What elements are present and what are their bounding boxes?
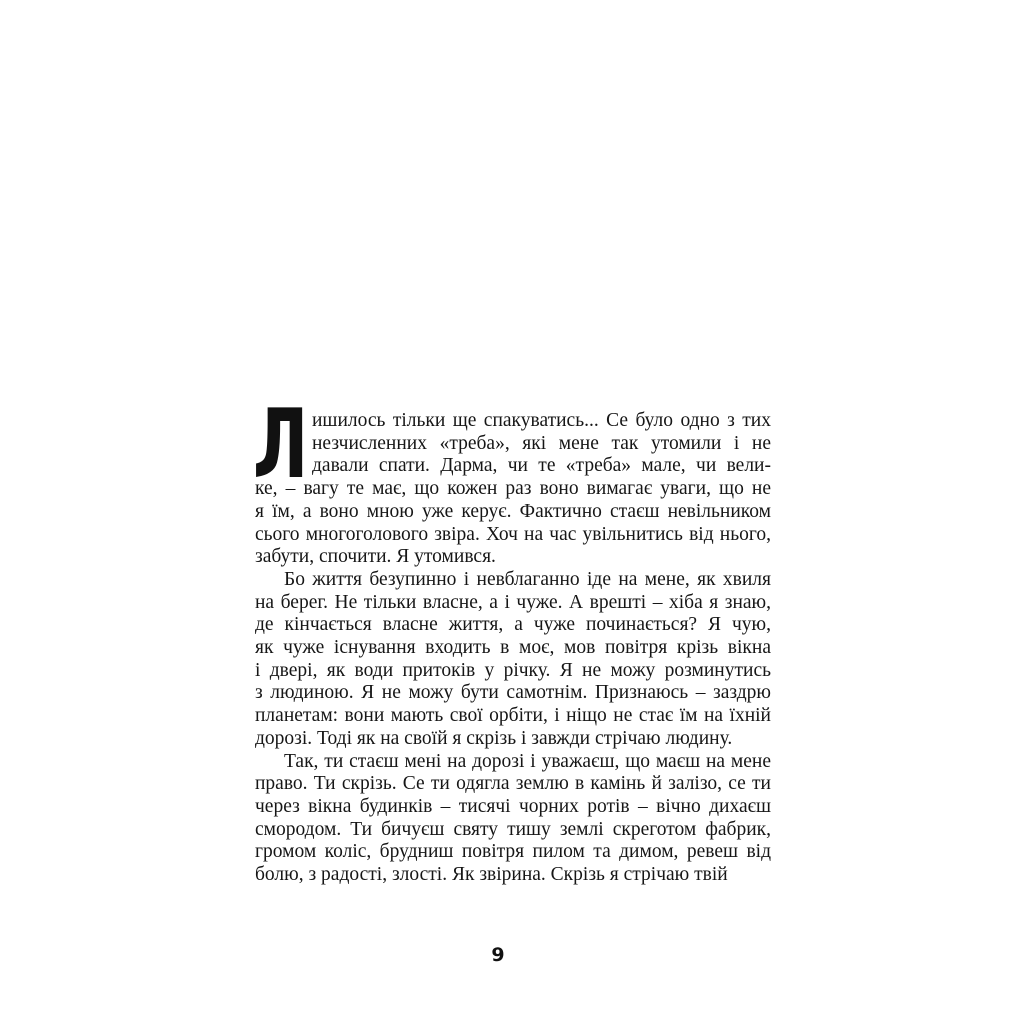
text-line: сього многоголового звіра. Хоч на час увільнитись від нього, (255, 523, 771, 545)
text-line: де кінчається власне життя, а чуже починається? Я чую, (255, 614, 771, 636)
page-number: 9 (491, 944, 505, 966)
text-block (253, 390, 771, 887)
text-line: право. Ти скрізь. Се ти одягла землю в камінь й залізо, се ти (255, 773, 771, 795)
text-line: ке, – вагу те має, що кожен раз воно вимагає уваги, що не (255, 478, 771, 500)
text-line: ишилось тільки ще спакуватись... Се було одно з тих (312, 410, 771, 431)
drop-cap-letter: Л (253, 390, 309, 500)
text-line: забути, спочити. Я утомився. (255, 546, 496, 568)
text-line: Бо життя безупинно і невблаганно іде на мене, як хвиля (284, 568, 771, 590)
text-line: болю, з радості, злості. Як звірина. Скрізь я стрічаю твій (255, 864, 728, 886)
text-line: дорозі. Тоді як на своїй я скрізь і завжди стрічаю людину. (255, 727, 733, 749)
text-line: Так, ти стаєш мені на дорозі і уважаєш, що маєш на мене (284, 750, 771, 772)
text-line: незчисленних «треба», які мене так утомили і не (312, 432, 771, 454)
text-line: з людиною. Я не можу бути самотнім. Признаюсь – заздрю (255, 682, 771, 704)
text-line: смородом. Ти бичуєш святу тишу землі скреготом фабрик, (255, 818, 771, 840)
text-line: планетам: вони мають свої орбіти, і ніщо не стає їм на їхній (255, 705, 771, 727)
page-text (253, 390, 771, 887)
text-line: я їм, а воно мною уже керує. Фактично стаєш невільником (255, 500, 771, 522)
text-line: і двері, як води притоків у річку. Я не можу розминутись (255, 659, 771, 681)
text-line: давали спати. Дарма, чи те «треба» мале, чи вели- (312, 455, 771, 477)
text-line: через вікна будинків – тисячі чорних ротів – вічно дихаєш (255, 795, 771, 817)
text-line: громом коліс, брудниш повітря пилом та димом, ревеш від (255, 841, 771, 863)
text-line: як чуже існування входить в моє, мов повітря крізь вікна (255, 637, 771, 659)
text-line: на берег. Не тільки власне, а і чуже. А врешті – хіба я знаю, (255, 591, 771, 613)
